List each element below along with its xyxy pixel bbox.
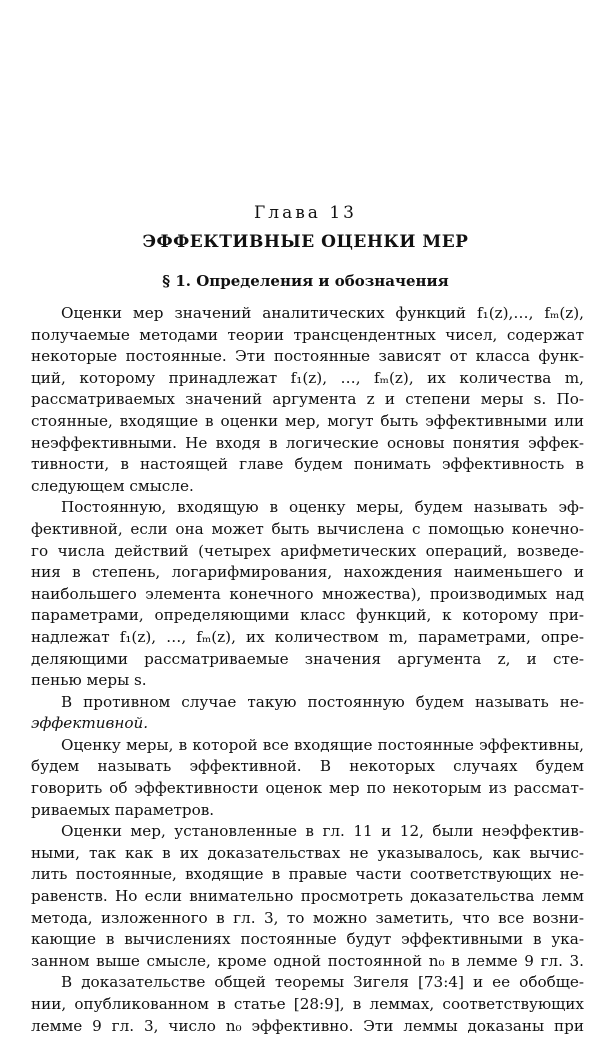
text-line: надлежат f₁(z), …, fₘ(z), их количеством m, параметрами, опре- [31, 627, 584, 646]
text-line: наибольшего элемента конечного множества), производимых над [31, 584, 584, 603]
text-line: Оценки мер, установленные в гл. 11 и 12, были неэффектив- [61, 822, 584, 841]
section-title: § 1. Определения и обозначения [162, 272, 449, 290]
text-line: ния в степень, логарифмирования, нахождения наименьшего и [31, 563, 584, 582]
text-line: следующем смысле. [31, 476, 194, 495]
text-line: рассматриваемых значений аргумента z и степени меры s. По- [31, 390, 584, 409]
text-line: го числа действий (четырех арифметических операций, возведе- [31, 541, 584, 560]
text-line: ными, так как в их доказательствах не указывалось, как вычис- [31, 843, 584, 862]
text-line: неэффективными. Не входя в логические основы понятия эффек- [31, 433, 584, 452]
text-line: параметрами, определяющими класс функций, к которому при- [31, 606, 584, 625]
text-line: занном выше смысле, кроме одной постоянной n₀ в лемме 9 гл. 3. [31, 951, 584, 970]
text-line: В доказательстве общей теоремы Зигеля [73:4] и ее обобще- [61, 973, 584, 992]
text-line: деляющими рассматриваемые значения аргумента z, и сте- [31, 649, 584, 668]
text-line: нии, опубликованном в статье [28:9], в леммах, соответствующих [31, 995, 584, 1013]
text-line: кающие в вычислениях постоянные будут эффективными в ука- [31, 930, 584, 949]
text-line: лемме 9 гл. 3, число n₀ эффективно. Эти леммы доказаны при [31, 1016, 584, 1035]
text-line: будем называть эффективной. В некоторых случаях будем [31, 757, 584, 776]
text-line: Постоянную, входящую в оценку меры, будем называть эф- [61, 498, 584, 517]
text-line: получаемые методами теории трансцендентных чисел, содержат [31, 325, 584, 344]
text-line: равенств. Но если внимательно просмотреть доказательства лемм [31, 887, 584, 906]
text-line: Оценки мер значений аналитических функций f₁(z),…, fₘ(z), [61, 304, 584, 322]
text-line: пенью меры s. [31, 671, 147, 690]
text-line: некоторые постоянные. Эти постоянные зависят от класса функ- [31, 347, 584, 366]
text-line: ций, которому принадлежат f₁(z), …, fₘ(z), их количества m, [31, 368, 584, 387]
chapter-label: Глава 13 [254, 203, 357, 223]
text-line: эффективной. [31, 714, 149, 733]
text-line: тивности, в настоящей главе будем понимать эффективность в [31, 455, 584, 474]
text-line: стоянные, входящие в оценки мер, могут быть эффективными или [31, 411, 584, 430]
body-text [31, 303, 584, 1037]
text-line: риваемых параметров. [31, 800, 215, 819]
chapter-title: ЭФФЕКТИВНЫЕ ОЦЕНКИ МЕР [142, 232, 469, 252]
text-line: фективной, если она может быть вычислена с помощью конечно- [31, 519, 584, 538]
text-line: говорить об эффективности оценок мер по некоторым из рассмат- [31, 779, 584, 798]
text-line: В противном случае такую постоянную будем называть не- [61, 692, 584, 711]
text-line: лить постоянные, входящие в правые части соответствующих не- [31, 865, 584, 884]
text-line: Оценку меры, в которой все входящие постоянные эффективны, [61, 735, 584, 754]
text-line: метода, изложенного в гл. 3, то можно заметить, что все возни- [31, 908, 584, 927]
